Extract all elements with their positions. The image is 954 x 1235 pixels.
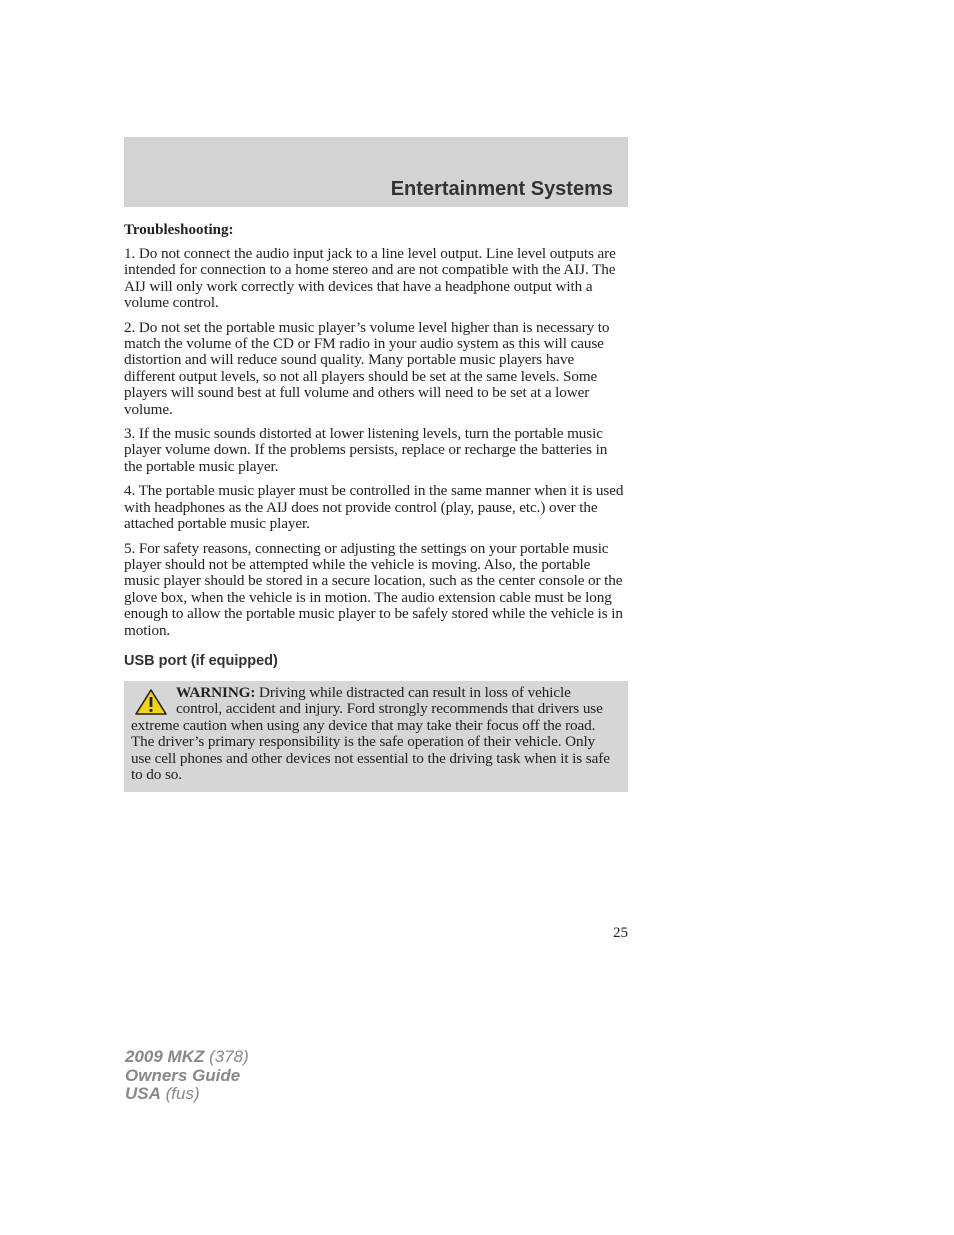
footer-model: 2009 MKZ: [125, 1047, 205, 1066]
footer-market-code: (fus): [160, 1084, 200, 1103]
warning-box: [124, 681, 628, 792]
troubleshooting-item-3: 3. If the music sounds distorted at lower listening levels, turn the portable music player volume down. If the problems persists, replace or recharge the batteries in the portable music player.: [124, 425, 608, 475]
troubleshooting-heading: Troubleshooting:: [124, 222, 234, 238]
footer-line-market: [125, 1085, 249, 1104]
footer-market: USA: [125, 1084, 161, 1103]
page-content: [124, 221, 628, 792]
document-footer: [125, 1048, 249, 1104]
section-header-band: [124, 137, 628, 207]
troubleshooting-item-2: 2. Do not set the portable music player’s volume level higher than is necessary to match the volume of the CD or FM radio in your audio system as this will cause distortion and will reduce sound quality. Many portable music players have different output levels, so not all players should be set at the same levels. Some players will sound best at full volume and others will need to be set at a lower volume.: [124, 318, 610, 418]
usb-port-heading: USB port (if equipped): [124, 652, 278, 669]
troubleshooting-item-5: 5. For safety reasons, connecting or adjusting the settings on your portable music player should not be attempted while the vehicle is moving. Also, the portable music player should be stored in a secure location, such as the center console or the glove box, when the vehicle is in motion. The audio extension cable must be long enough to allow the portable music player to be safely stored while the vehicle is in motion.: [124, 539, 623, 639]
section-title: Entertainment Systems: [390, 178, 613, 200]
warning-triangle-icon: [134, 688, 168, 716]
troubleshooting-item-4: 4. The portable music player must be controlled in the same manner when it is used with headphones as the AIJ does not provide control (play, pause, etc.) over the attached portable music player.: [124, 482, 624, 533]
warning-body: Driving while distracted can result in loss of vehicle control, accident and injury. Ford strongly recommends that drivers use extreme caution when using any device that may take their focus off the road. The driver’s primary responsibility is the safe operation of their vehicle. Only use cell phones and other devices not essential to the driving task when it is safe to do so.: [131, 683, 610, 783]
footer-guide: Owners Guide: [125, 1065, 241, 1085]
footer-line-guide: [125, 1067, 249, 1086]
warning-label: WARNING:: [176, 683, 256, 701]
troubleshooting-item-1: 1. Do not connect the audio input jack to a line level output. Line level outputs are intended for connection to a home stereo and are not compatible with the AIJ. The AIJ will only work correctly with devices that have a headphone output with a volume control.: [124, 245, 616, 312]
footer-line-model: [125, 1048, 249, 1067]
page-number: 25: [613, 925, 628, 941]
footer-model-code: (378): [204, 1047, 249, 1066]
warning-text: [131, 685, 618, 783]
